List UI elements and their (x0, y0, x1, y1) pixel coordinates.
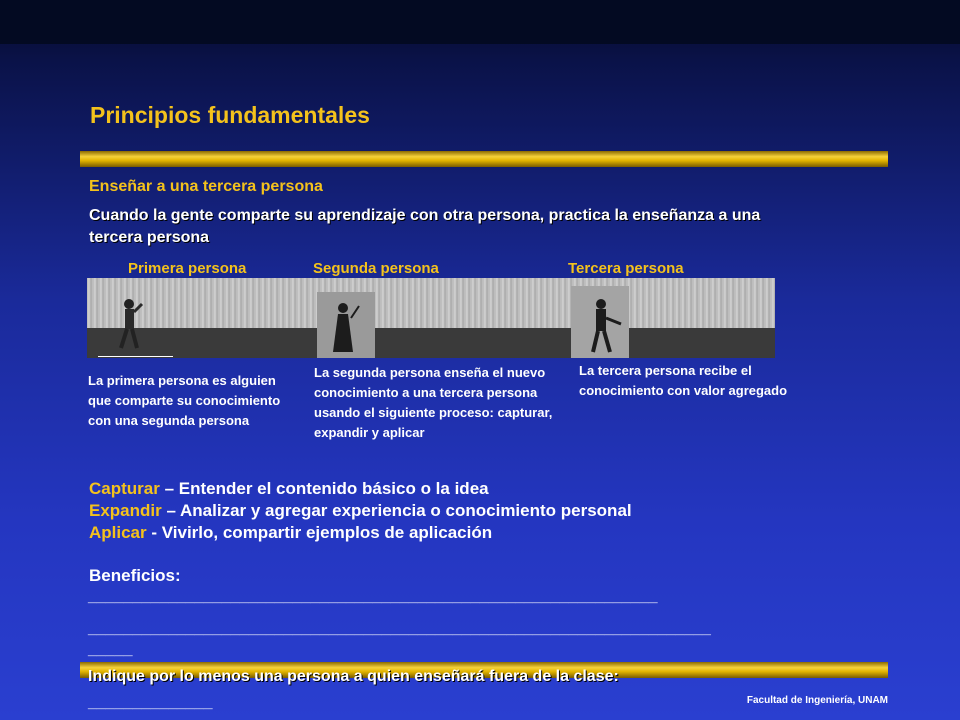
step-text: – Analizar y agregar experiencia o conocimiento personal (161, 501, 632, 520)
desc-primera-persona: La primera persona es alguien que comparte su conocimiento con una segunda persona (88, 373, 281, 428)
photo-ground (87, 328, 775, 358)
process-steps (89, 478, 632, 544)
photo-strip (87, 278, 775, 358)
blank-line-4: ______________ (88, 694, 213, 711)
gold-divider-top (80, 151, 888, 167)
footer-institution: Facultad de Ingeniería, UNAM (746, 695, 888, 706)
intro-text: Cuando la gente comparte su aprendizaje con otra persona, practica la enseñanza a una tercera persona (89, 207, 761, 246)
blank-line-3: _____ (88, 641, 133, 658)
label-primera-persona: Primera persona (128, 260, 247, 277)
person-walking-figure-1 (115, 296, 145, 356)
section-subtitle: Enseñar a una tercera persona (89, 178, 323, 195)
step-capturar (89, 478, 632, 500)
step-text: – Entender el contenido básico o la idea (159, 479, 489, 498)
person-standing-figure-2 (327, 300, 367, 358)
step-keyword: Capturar (89, 479, 160, 498)
person-walking-figure-3 (587, 296, 627, 358)
desc-tercera-persona: La tercera persona recibe el conocimiento con valor agregado (579, 363, 788, 398)
step-text: - Vivirlo, compartir ejemplos de aplicación (146, 523, 493, 542)
photo-sky (87, 278, 775, 328)
label-tercera-persona: Tercera persona (568, 260, 684, 277)
step-expandir (89, 500, 632, 522)
indique-prompt: Indique por lo menos una persona a quien enseñará fuera de la clase: (88, 668, 619, 685)
label-segunda-persona: Segunda persona (313, 260, 439, 277)
step-aplicar (89, 522, 632, 544)
underline-mark (98, 356, 173, 357)
step-keyword: Expandir (89, 501, 162, 520)
slide-title: Principios fundamentales (90, 102, 370, 128)
desc-segunda-persona: La segunda persona enseña el nuevo conocimiento a una tercera persona usando el siguiente proceso: capturar, expandir y aplicar (314, 365, 553, 440)
step-keyword: Aplicar (89, 523, 147, 542)
top-dark-band (0, 0, 960, 44)
blank-line-1: ________________________________________________________________ (88, 588, 658, 605)
blank-line-2: ______________________________________________________________________ (88, 620, 711, 637)
benefits-label: Beneficios: (89, 566, 181, 585)
